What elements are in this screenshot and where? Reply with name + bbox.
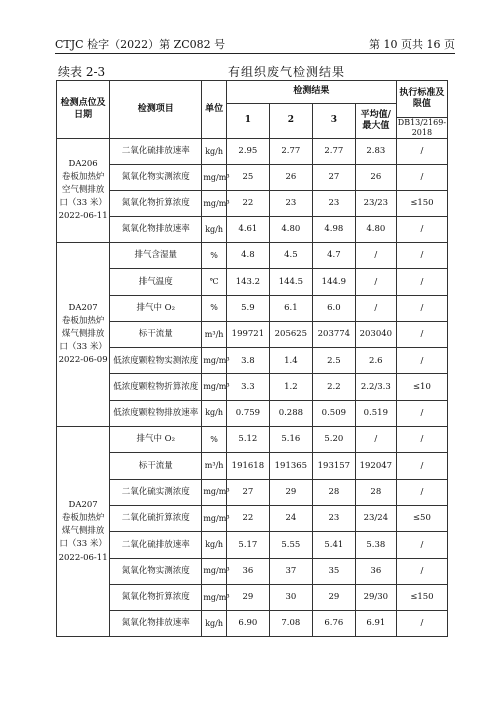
col-standard-ref: DB13/2169-2018 (397, 118, 447, 137)
cell-limit: ≤150 (396, 191, 447, 217)
cell-item: 二氧化硫排放速率 (110, 139, 202, 165)
cell-unit: m³/h (202, 321, 227, 347)
table-row (57, 191, 448, 217)
cell-item: 氮氧化物排放速率 (110, 611, 202, 637)
cell-v3: 5.41 (312, 532, 355, 558)
cell-v1: 199721 (226, 321, 269, 347)
cell-limit: / (396, 139, 447, 165)
cell-v1: 22 (226, 505, 269, 531)
cell-limit: / (396, 400, 447, 426)
page-number: 第 10 页共 16 页 (369, 38, 455, 51)
cell-unit: kg/h (202, 532, 227, 558)
cell-limit: / (396, 243, 447, 269)
cell-v1: 5.9 (226, 295, 269, 321)
table-row (57, 295, 448, 321)
cell-unit: % (202, 243, 227, 269)
cell-v3: 23 (312, 191, 355, 217)
cell-unit: mg/m³ (202, 505, 227, 531)
cell-item: 标干流量 (110, 453, 202, 479)
cell-limit: ≤150 (396, 584, 447, 610)
cell-unit: kg/h (202, 139, 227, 165)
cell-limit: ≤10 (396, 374, 447, 400)
cell-avg: 23/23 (355, 191, 396, 217)
table-number: 续表 2-3 (58, 65, 106, 79)
cell-unit: mg/m³ (202, 374, 227, 400)
cell-v2: 191365 (269, 453, 312, 479)
col-avg: 平均值/最大值 (355, 104, 396, 139)
cell-v1: 4.61 (226, 217, 269, 243)
cell-v1: 6.90 (226, 611, 269, 637)
col-location: 检测点位及日期 (57, 81, 110, 139)
col-standard: 执行标准及限值 (396, 81, 447, 118)
report-number: CTJC 检字（2022）第 ZC082 号 (55, 38, 226, 51)
cell-v1: 27 (226, 479, 269, 505)
cell-v3: 144.9 (312, 269, 355, 295)
table-row (57, 611, 448, 637)
table-row (57, 348, 448, 374)
cell-avg: 28 (355, 479, 396, 505)
cell-v3: 193157 (312, 453, 355, 479)
cell-item: 标干流量 (110, 321, 202, 347)
cell-v2: 205625 (269, 321, 312, 347)
cell-unit: mg/m³ (202, 479, 227, 505)
table-title: 有组织废气检测结果 (228, 65, 346, 79)
cell-v2: 4.80 (269, 217, 312, 243)
cell-v2: 1.4 (269, 348, 312, 374)
cell-limit: / (396, 427, 447, 453)
cell-v3: 4.7 (312, 243, 355, 269)
cell-v1: 29 (226, 584, 269, 610)
table-row (57, 217, 448, 243)
col-r1: 1 (226, 104, 269, 139)
table-row (57, 243, 448, 269)
cell-unit: % (202, 295, 227, 321)
cell-limit: / (396, 479, 447, 505)
cell-item: 二氧化硫排放速率 (110, 532, 202, 558)
cell-v1: 191618 (226, 453, 269, 479)
cell-avg: / (355, 427, 396, 453)
table-row (57, 532, 448, 558)
cell-unit: mg/m³ (202, 558, 227, 584)
cell-avg: 4.80 (355, 217, 396, 243)
cell-avg: / (355, 295, 396, 321)
cell-v2: 1.2 (269, 374, 312, 400)
cell-avg: 26 (355, 165, 396, 191)
cell-unit: mg/m³ (202, 584, 227, 610)
cell-avg: 6.91 (355, 611, 396, 637)
cell-avg: 36 (355, 558, 396, 584)
location-line: 煤气侧排放 (61, 526, 105, 537)
cell-v1: 22 (226, 191, 269, 217)
table-row (57, 584, 448, 610)
table-row (57, 558, 448, 584)
cell-unit: m³/h (202, 453, 227, 479)
cell-item: 二氧化硫实测浓度 (110, 479, 202, 505)
cell-unit: mg/m³ (202, 191, 227, 217)
cell-avg: / (355, 269, 396, 295)
location-line: 2022-06-11 (58, 552, 108, 563)
table-row (57, 374, 448, 400)
cell-v2: 6.1 (269, 295, 312, 321)
table-row (57, 139, 448, 165)
cell-item: 低浓度颗粒物折算浓度 (110, 374, 202, 400)
cell-v2: 0.288 (269, 400, 312, 426)
cell-limit: / (396, 611, 447, 637)
cell-v3: 203774 (312, 321, 355, 347)
cell-v1: 5.17 (226, 532, 269, 558)
cell-unit: kg/h (202, 611, 227, 637)
cell-v1: 25 (226, 165, 269, 191)
cell-v2: 30 (269, 584, 312, 610)
table-row (57, 427, 448, 453)
cell-v3: 2.2 (312, 374, 355, 400)
cell-limit: / (396, 532, 447, 558)
cell-limit: / (396, 321, 447, 347)
cell-v2: 144.5 (269, 269, 312, 295)
cell-v3: 5.20 (312, 427, 355, 453)
cell-limit: / (396, 348, 447, 374)
cell-item: 低浓度颗粒物实测浓度 (110, 348, 202, 374)
cell-v3: 4.98 (312, 217, 355, 243)
location-cell (57, 139, 110, 243)
col-item: 检测项目 (110, 81, 202, 139)
location-line: 卷板加热炉 (61, 315, 105, 326)
cell-limit: / (396, 295, 447, 321)
table-row (57, 400, 448, 426)
cell-v3: 0.509 (312, 400, 355, 426)
cell-avg: 192047 (355, 453, 396, 479)
cell-v2: 4.5 (269, 243, 312, 269)
cell-item: 氮氧化物折算浓度 (110, 191, 202, 217)
cell-item: 低浓度颗粒物排放速率 (110, 400, 202, 426)
cell-v3: 28 (312, 479, 355, 505)
cell-item: 排气中 O₂ (110, 427, 202, 453)
cell-item: 二氧化硫折算浓度 (110, 505, 202, 531)
cell-v1: 5.12 (226, 427, 269, 453)
cell-limit: / (396, 453, 447, 479)
cell-item: 氮氧化物实测浓度 (110, 558, 202, 584)
table-row (57, 165, 448, 191)
cell-unit: mg/m³ (202, 348, 227, 374)
results-table (56, 80, 448, 637)
cell-avg: 0.519 (355, 400, 396, 426)
cell-v2: 37 (269, 558, 312, 584)
cell-v1: 0.759 (226, 400, 269, 426)
cell-v3: 2.77 (312, 139, 355, 165)
cell-v2: 5.55 (269, 532, 312, 558)
table-row (57, 269, 448, 295)
table-row (57, 453, 448, 479)
col-results: 检测结果 (226, 81, 396, 104)
location-line: 卷板加热炉 (61, 513, 105, 523)
cell-avg: 2.2/3.3 (355, 374, 396, 400)
cell-v2: 29 (269, 479, 312, 505)
cell-v3: 29 (312, 584, 355, 610)
table-caption (58, 63, 455, 79)
cell-v2: 2.77 (269, 139, 312, 165)
cell-avg: 203040 (355, 321, 396, 347)
table-row (57, 479, 448, 505)
cell-item: 排气温度 (110, 269, 202, 295)
cell-item: 排气含湿量 (110, 243, 202, 269)
col-r3: 3 (312, 104, 355, 139)
cell-limit: / (396, 558, 447, 584)
cell-unit: mg/m³ (202, 165, 227, 191)
cell-v3: 27 (312, 165, 355, 191)
cell-v2: 24 (269, 505, 312, 531)
location-line: 2022-06-11 (58, 211, 108, 222)
cell-avg: 29/30 (355, 584, 396, 610)
cell-unit: ℃ (202, 269, 227, 295)
location-line: 口（33 米） (59, 342, 107, 353)
cell-item: 氮氧化物排放速率 (110, 217, 202, 243)
cell-limit: / (396, 217, 447, 243)
cell-limit: ≤50 (396, 505, 447, 531)
location-line: DA207 (68, 499, 98, 510)
cell-v3: 6.0 (312, 295, 355, 321)
cell-avg: / (355, 243, 396, 269)
cell-v2: 23 (269, 191, 312, 217)
cell-avg: 23/24 (355, 505, 396, 531)
cell-avg: 2.83 (355, 139, 396, 165)
cell-v1: 3.3 (226, 374, 269, 400)
cell-v3: 35 (312, 558, 355, 584)
cell-v2: 5.16 (269, 427, 312, 453)
location-line: 卷板加热炉 (61, 171, 105, 182)
header-divider (55, 53, 455, 54)
location-line: DA206 (68, 158, 98, 169)
cell-avg: 2.6 (355, 348, 396, 374)
col-r2: 2 (269, 104, 312, 139)
location-line: 2022-06-09 (58, 355, 108, 366)
cell-v1: 2.95 (226, 139, 269, 165)
location-cell (57, 243, 110, 427)
location-line: 口（33 米） (59, 198, 107, 209)
cell-item: 排气中 O₂ (110, 295, 202, 321)
page-header (55, 36, 455, 52)
cell-v1: 4.8 (226, 243, 269, 269)
results-body (57, 139, 448, 637)
cell-limit: / (396, 269, 447, 295)
location-line: 煤气侧排放 (61, 328, 105, 339)
cell-v1: 36 (226, 558, 269, 584)
table-row (57, 505, 448, 531)
cell-v3: 2.5 (312, 348, 355, 374)
cell-unit: kg/h (202, 400, 227, 426)
cell-avg: 5.38 (355, 532, 396, 558)
cell-v2: 7.08 (269, 611, 312, 637)
location-line: 空气侧排放 (61, 184, 105, 195)
cell-v1: 143.2 (226, 269, 269, 295)
location-line: 口（33 米） (59, 539, 107, 550)
col-unit: 单位 (202, 81, 227, 139)
location-line: DA207 (68, 302, 98, 313)
cell-v3: 6.76 (312, 611, 355, 637)
cell-unit: % (202, 427, 227, 453)
cell-unit: kg/h (202, 217, 227, 243)
cell-item: 氮氧化物实测浓度 (110, 165, 202, 191)
cell-v3: 23 (312, 505, 355, 531)
cell-v1: 3.8 (226, 348, 269, 374)
cell-limit: / (396, 165, 447, 191)
location-cell (57, 427, 110, 637)
table-row (57, 321, 448, 347)
cell-v2: 26 (269, 165, 312, 191)
cell-item: 氮氧化物折算浓度 (110, 584, 202, 610)
